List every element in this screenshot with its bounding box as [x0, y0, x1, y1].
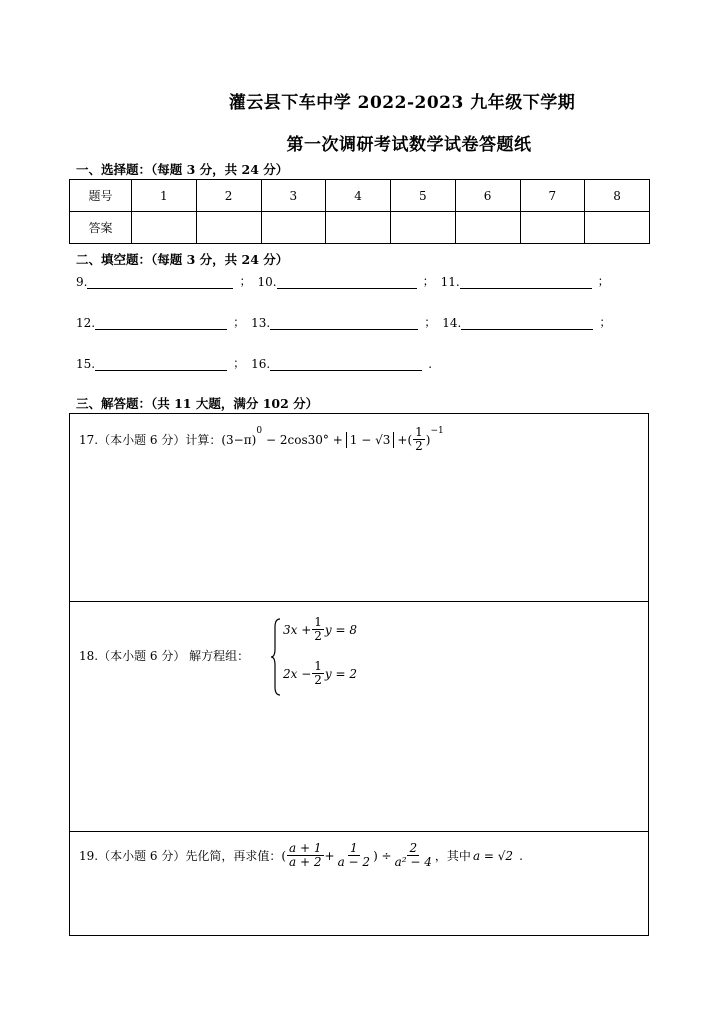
q19-f3-den: a² − 4 — [394, 855, 432, 869]
question-number: 2 — [196, 180, 261, 212]
blank-13[interactable] — [270, 315, 418, 330]
q17-term-b: − 2cos30° + — [266, 432, 343, 447]
q18-eq2-b: y = 2 — [324, 666, 358, 681]
answer-cell[interactable] — [196, 212, 261, 244]
blank-label-12: 12. — [76, 316, 96, 330]
title-line-1: 灌云县下车中学 2022-2023 九年级下学期 — [228, 93, 576, 113]
row-header-number: 题号 — [70, 180, 132, 212]
answer-cell[interactable] — [132, 212, 197, 244]
q18-eq2-num: 1 — [314, 659, 322, 673]
q17-abs: 1 − √3 — [346, 432, 395, 448]
q18-prefix: 18.（本小题 6 分） 解方程组： — [79, 649, 250, 663]
blank-label-11: 11. — [440, 275, 460, 289]
q19-plus: + — [324, 848, 335, 863]
blank-label-14: 14. — [442, 316, 462, 330]
answer-table — [69, 179, 650, 244]
q19-frac-2 — [336, 842, 372, 869]
q18-eq2-frac — [312, 660, 324, 687]
brace-icon — [270, 617, 282, 697]
question-number: 5 — [391, 180, 456, 212]
q19-end: . — [519, 848, 523, 863]
question-number: 8 — [585, 180, 650, 212]
table-row — [70, 180, 650, 212]
q17-plus: +( — [397, 432, 413, 447]
blank-label-16: 16. — [251, 357, 271, 371]
section-1-label: 一、选择题：（每题 3 分，共 24 分） — [76, 162, 289, 177]
blank-12[interactable] — [95, 315, 227, 330]
separator: ； — [233, 356, 246, 370]
section-2-label: 二、填空题：（每题 3 分，共 24 分） — [76, 252, 289, 267]
answer-box-19[interactable] — [69, 831, 649, 936]
q18-eq2-a: 2x − — [283, 666, 312, 681]
q19-f3-num: 2 — [409, 841, 418, 855]
q17-prefix: 17.（本小题 6 分）计算： — [79, 433, 222, 447]
q19-prefix: 19.（本小题 6 分）先化简，再求值：( — [79, 849, 287, 863]
title-line-2: 第一次调研考试数学试卷答题纸 — [286, 135, 532, 155]
separator: ； — [599, 315, 612, 329]
q19-div: ) ÷ — [373, 848, 392, 863]
q19-f1-den: a + 2 — [289, 855, 322, 869]
question-number: 7 — [520, 180, 585, 212]
blank-9[interactable] — [87, 274, 233, 289]
question-number: 6 — [455, 180, 520, 212]
answer-cell[interactable] — [455, 212, 520, 244]
q18-eq1 — [283, 616, 357, 643]
blank-11[interactable] — [460, 274, 592, 289]
blank-14[interactable] — [461, 315, 593, 330]
q19-frac-1 — [287, 842, 323, 869]
separator: ； — [597, 274, 610, 288]
q17-half — [413, 426, 425, 453]
q19-cond: a = √2 — [472, 848, 514, 863]
separator: ； — [239, 274, 252, 288]
q18-eq1-b: y = 8 — [324, 622, 358, 637]
blank-label-10: 10. — [257, 275, 277, 289]
separator: ； — [424, 315, 437, 329]
row-header-answer: 答案 — [70, 212, 132, 244]
fill-row-2 — [76, 313, 617, 330]
table-row — [70, 212, 650, 244]
answer-cell[interactable] — [585, 212, 650, 244]
question-number: 4 — [326, 180, 391, 212]
q17-close: ) — [425, 432, 431, 447]
period: . — [428, 357, 433, 371]
question-17 — [79, 426, 444, 453]
blank-16[interactable] — [270, 356, 422, 371]
answer-box-17[interactable] — [69, 413, 649, 602]
question-number: 3 — [261, 180, 326, 212]
q17-exp-neg1: −1 — [430, 426, 444, 436]
blank-15[interactable] — [95, 356, 227, 371]
q18-eq1-a: 3x + — [283, 622, 312, 637]
q18-eq2-den: 2 — [314, 673, 322, 687]
blank-label-15: 15. — [76, 357, 96, 371]
q17-term-a: (3−π) — [221, 432, 257, 447]
q19-frac-3 — [393, 842, 434, 869]
q18-eq2 — [283, 660, 357, 687]
section-3-label: 三、解答题：（共 11 大题，满分 102 分） — [76, 396, 319, 411]
answer-cell[interactable] — [261, 212, 326, 244]
answer-cell[interactable] — [520, 212, 585, 244]
answer-box-18[interactable] — [69, 601, 649, 832]
q17-half-den: 2 — [415, 439, 423, 453]
q17-half-num: 1 — [415, 425, 423, 439]
separator: ； — [233, 315, 246, 329]
fill-row-3 — [76, 354, 438, 371]
fill-row-1 — [76, 272, 616, 289]
separator: ； — [422, 274, 435, 288]
q18-eq1-num: 1 — [314, 615, 322, 629]
q18-eq1-frac — [312, 616, 324, 643]
question-19 — [79, 842, 523, 869]
blank-10[interactable] — [277, 274, 417, 289]
q19-suffix: ，其中 — [434, 849, 471, 863]
q19-f1-num: a + 1 — [289, 841, 322, 855]
q19-f2-den: a − 2 — [337, 855, 371, 869]
answer-cell[interactable] — [391, 212, 456, 244]
blank-label-9: 9. — [76, 275, 88, 289]
q19-f2-num: 1 — [350, 841, 358, 855]
question-number: 1 — [132, 180, 197, 212]
q17-exp-0: 0 — [256, 426, 263, 436]
q18-eq1-den: 2 — [314, 629, 322, 643]
answer-cell[interactable] — [326, 212, 391, 244]
blank-label-13: 13. — [251, 316, 271, 330]
